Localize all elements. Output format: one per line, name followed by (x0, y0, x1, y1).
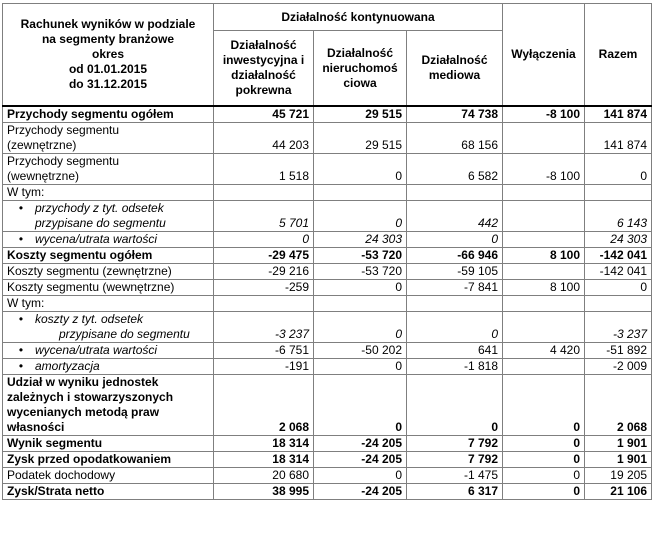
table-row (3, 264, 652, 280)
value-cell: 8 100 (503, 280, 585, 296)
row-label-text: wycena/utrata wartości (35, 343, 158, 357)
bullet-icon: • (18, 359, 24, 373)
value-cell: 141 874 (585, 106, 652, 123)
table-row (3, 452, 652, 468)
value-cell: 0 (503, 375, 585, 436)
value-cell (503, 123, 585, 154)
row-label-line: Udział w wyniku jednostek (7, 375, 159, 389)
value-cell: 0 (585, 280, 652, 296)
row-label-line: przypisane do segmentu (59, 327, 190, 341)
value-cell: -50 202 (314, 343, 407, 359)
row-label-line (7, 343, 209, 358)
table-row (3, 468, 652, 484)
row-label (3, 312, 214, 343)
value-cell: 0 (407, 232, 503, 248)
value-cell (407, 296, 503, 312)
value-cell: 19 205 (585, 468, 652, 484)
row-label (3, 201, 214, 232)
value-cell: -8 100 (503, 106, 585, 123)
value-cell: -53 720 (314, 248, 407, 264)
row-label-line (7, 201, 209, 216)
value-cell: 29 515 (314, 123, 407, 154)
value-cell: 68 156 (407, 123, 503, 154)
row-label-line: Podatek dochodowy (7, 468, 116, 482)
value-cell: -142 041 (585, 248, 652, 264)
header-line: Działalność (230, 38, 297, 52)
bullet-icon: • (18, 201, 24, 215)
row-label (3, 296, 214, 312)
row-label-line: Przychody segmentu (7, 154, 120, 168)
value-cell: 21 106 (585, 484, 652, 500)
row-label (3, 123, 214, 154)
value-cell: 0 (407, 312, 503, 343)
value-cell: -3 237 (214, 312, 314, 343)
value-cell: 0 (407, 375, 503, 436)
row-label-line: własności (7, 420, 65, 434)
row-label-line: Przychody segmentu (7, 123, 120, 137)
row-label (3, 280, 214, 296)
bullet-icon: • (18, 232, 24, 246)
row-label (3, 468, 214, 484)
value-cell: -29 475 (214, 248, 314, 264)
value-cell: 20 680 (214, 468, 314, 484)
row-label (3, 264, 214, 280)
row-label (3, 106, 214, 123)
row-label-text: przychody z tyt. odsetek (35, 201, 164, 215)
value-cell: 6 317 (407, 484, 503, 500)
header-line: nieruchomoś (322, 60, 398, 75)
value-cell: 0 (314, 312, 407, 343)
row-label (3, 452, 214, 468)
value-cell (314, 185, 407, 201)
value-cell: 18 314 (214, 452, 314, 468)
value-cell: 0 (585, 154, 652, 185)
row-label-line: Koszty segmentu (zewnętrzne) (7, 264, 172, 278)
value-cell: 24 303 (585, 232, 652, 248)
value-cell (585, 185, 652, 201)
value-cell (503, 185, 585, 201)
row-label-line: W tym: (7, 296, 45, 310)
value-cell: 1 901 (585, 452, 652, 468)
value-cell: -24 205 (314, 484, 407, 500)
row-label (3, 436, 214, 452)
table-row (3, 280, 652, 296)
header-line: Działalność (421, 53, 488, 67)
value-cell: 5 701 (214, 201, 314, 232)
value-cell: 442 (407, 201, 503, 232)
value-cell: 0 (503, 484, 585, 500)
total-header: Razem (585, 4, 652, 107)
value-cell: -6 751 (214, 343, 314, 359)
row-label (3, 343, 214, 359)
value-cell: 6 582 (407, 154, 503, 185)
media-activity-header (407, 31, 503, 107)
value-cell: -1 818 (407, 359, 503, 375)
value-cell: -7 841 (407, 280, 503, 296)
value-cell: 7 792 (407, 436, 503, 452)
value-cell: 2 068 (585, 375, 652, 436)
value-cell (314, 296, 407, 312)
title-line: od 01.01.2015 (68, 62, 148, 76)
value-cell: 18 314 (214, 436, 314, 452)
row-label (3, 248, 214, 264)
table-row (3, 436, 652, 452)
value-cell: 44 203 (214, 123, 314, 154)
table-title-cell (3, 4, 214, 107)
row-label (3, 232, 214, 248)
value-cell: 8 100 (503, 248, 585, 264)
value-cell: -51 892 (585, 343, 652, 359)
title-line: Rachunek wyników w podziale (20, 17, 196, 31)
value-cell (214, 296, 314, 312)
title-line: na segmenty branżowe (41, 32, 175, 46)
table-row (3, 343, 652, 359)
value-cell: -259 (214, 280, 314, 296)
title-line: okres (91, 47, 125, 61)
value-cell: -59 105 (407, 264, 503, 280)
value-cell: 29 515 (314, 106, 407, 123)
value-cell: 1 518 (214, 154, 314, 185)
header-line: pokrewna (235, 83, 292, 97)
row-label (3, 154, 214, 185)
value-cell: 74 738 (407, 106, 503, 123)
table-row (3, 248, 652, 264)
value-cell: 0 (314, 375, 407, 436)
value-cell: -191 (214, 359, 314, 375)
row-label-line: przypisane do segmentu (35, 216, 166, 230)
table-row (3, 201, 652, 232)
value-cell: 0 (314, 154, 407, 185)
value-cell: 0 (503, 468, 585, 484)
value-cell (503, 232, 585, 248)
continuing-operations-header: Działalność kontynuowana (214, 4, 503, 31)
value-cell: -66 946 (407, 248, 503, 264)
segment-results-table (2, 3, 652, 500)
table-row (3, 123, 652, 154)
table-row (3, 296, 652, 312)
value-cell (503, 264, 585, 280)
row-label (3, 359, 214, 375)
value-cell: -24 205 (314, 452, 407, 468)
row-label-line (7, 232, 209, 247)
value-cell: 0 (314, 468, 407, 484)
title-line: do 31.12.2015 (68, 77, 148, 91)
value-cell: 7 792 (407, 452, 503, 468)
row-label-line: wycenianych metodą praw (7, 405, 160, 419)
row-label (3, 185, 214, 201)
value-cell (214, 185, 314, 201)
value-cell: -24 205 (314, 436, 407, 452)
table-row (3, 154, 652, 185)
row-label-line: zależnych i stowarzyszonych (7, 390, 174, 404)
value-cell: 0 (314, 280, 407, 296)
header-line: ciowa (343, 75, 377, 90)
value-cell (503, 312, 585, 343)
value-cell (503, 359, 585, 375)
value-cell: 24 303 (314, 232, 407, 248)
row-label-text: amortyzacja (35, 359, 100, 373)
value-cell: -2 009 (585, 359, 652, 375)
eliminations-header: Wyłączenia (503, 4, 585, 107)
table-row (3, 375, 652, 436)
table-body (3, 106, 652, 500)
row-label-line: W tym: (7, 185, 45, 199)
value-cell: 0 (503, 452, 585, 468)
row-label-line (7, 312, 209, 327)
table-row (3, 484, 652, 500)
row-label-line: (wewnętrzne) (7, 169, 80, 183)
value-cell: 141 874 (585, 123, 652, 154)
table-row (3, 232, 652, 248)
header-line: inwestycyjna i (222, 53, 305, 67)
row-label-text: wycena/utrata wartości (35, 232, 158, 246)
row-label-line: Zysk przed opodatkowaniem (7, 452, 172, 466)
value-cell: 641 (407, 343, 503, 359)
header-line: mediowa (428, 68, 481, 82)
value-cell (503, 296, 585, 312)
row-label-line: Przychody segmentu ogółem (7, 107, 174, 121)
real-estate-activity-header (314, 31, 407, 107)
investment-activity-header (214, 31, 314, 107)
row-label-line: Zysk/Strata netto (7, 484, 105, 498)
value-cell: -1 475 (407, 468, 503, 484)
value-cell: 4 420 (503, 343, 585, 359)
row-label-line: Koszty segmentu ogółem (7, 248, 153, 262)
value-cell: -3 237 (585, 312, 652, 343)
row-label-text: koszty z tyt. odsetek (35, 312, 144, 326)
row-label-line: (zewnętrzne) (7, 138, 77, 152)
table-row (3, 185, 652, 201)
value-cell: 0 (503, 436, 585, 452)
value-cell: 1 901 (585, 436, 652, 452)
value-cell: -142 041 (585, 264, 652, 280)
value-cell: 0 (314, 359, 407, 375)
value-cell (585, 296, 652, 312)
row-label-line: Wynik segmentu (7, 436, 103, 450)
header-line: działalność (231, 68, 296, 82)
row-label-line (7, 359, 209, 374)
value-cell: -29 216 (214, 264, 314, 280)
value-cell: 2 068 (214, 375, 314, 436)
row-label (3, 484, 214, 500)
value-cell: -8 100 (503, 154, 585, 185)
value-cell: 45 721 (214, 106, 314, 123)
table-row (3, 106, 652, 123)
value-cell: 6 143 (585, 201, 652, 232)
bullet-icon: • (18, 312, 24, 326)
bullet-icon: • (18, 343, 24, 357)
header-line: Działalność (326, 45, 394, 60)
table-row (3, 359, 652, 375)
value-cell: 0 (314, 201, 407, 232)
value-cell (503, 201, 585, 232)
value-cell: 38 995 (214, 484, 314, 500)
row-label-line: Koszty segmentu (wewnętrzne) (7, 280, 175, 294)
value-cell: 0 (214, 232, 314, 248)
value-cell: -53 720 (314, 264, 407, 280)
row-label (3, 375, 214, 436)
table-row (3, 312, 652, 343)
value-cell (407, 185, 503, 201)
